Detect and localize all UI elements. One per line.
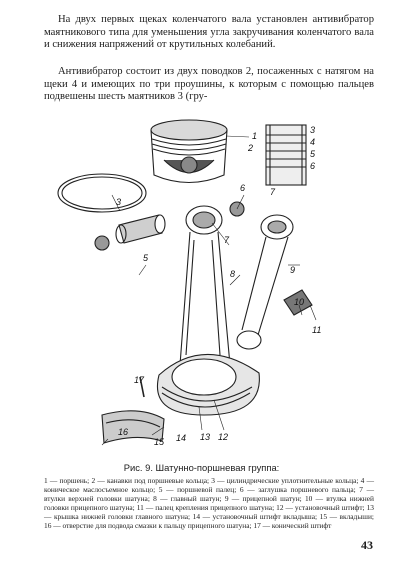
figure-legend: 1 — поршень; 2 — канавки под поршневые кольца; 3 — цилиндрические уплотнительные кольца; 4 — коническое маслосъемное кольцо; 5 — поршневой палец; 6 — заглушка поршневого пальца; 7 — втулки верхней головки шатуна; 8 — главный шатун; 9 — прицепной шатун; 10 — втулка нижней головки прицепного шатуна; 11 — палец крепления прицепного шатуна; 12 — установочный штифт; 13 — крышка нижней головки главного шатуна; 14 — установочный штифт вкладыша; 15 — вкладыши; 16 — отверстие для подвода смазки к пальцу прицепного шатуна; 17 — конический штифт [44,476,374,530]
figure-caption: Рис. 9. Шатунно-поршневая группа: [123,462,280,473]
page-number: 43 [361,538,373,552]
callout-7: 7 [224,235,230,245]
callout-10: 10 [294,297,305,307]
callout-11: 11 [312,325,322,335]
callout-12: 12 [218,432,229,442]
piston-pin-drawing [95,202,244,250]
callout-15: 15 [154,437,165,447]
callout-detail-7: 7 [270,187,276,197]
callout-3: 3 [116,197,122,207]
sectional-detail-drawing [266,125,306,185]
connecting-rod-piston-illustration [44,115,374,460]
body-paragraph-1: На двух первых щеках коленчатого вала установлен антивибратор маятникового типа для уменьшения угла закручивания коленчатого вала и снижения напряжений от крутильных колебаний. [44,14,374,51]
body-paragraph-2: Антивибратор состоит из двух поводков 2, посаженных с натягом на щеки 4 и имеющих по три проушины, к которым с помощью пальцев подвешены шесть маятников 3 (гру- [44,66,374,103]
callout-detail-5: 5 [310,149,316,159]
callout-16: 16 [118,427,129,437]
callout-17: 17 [134,375,145,385]
callout-9: 9 [290,265,296,275]
callout-2: 2 [248,143,254,153]
callout-5: 5 [143,253,149,263]
callout-1: 1 [252,131,258,141]
callout-6: 6 [240,183,246,193]
callout-detail-6: 6 [310,161,316,171]
piston-drawing [151,120,227,183]
articulated-connecting-rod-drawing [237,215,312,349]
callout-8: 8 [230,269,236,279]
main-connecting-rod-drawing [157,206,259,415]
piston-ring-drawing [58,174,146,212]
callout-13: 13 [200,432,211,442]
callout-detail-4: 4 [310,137,316,147]
callout-14: 14 [176,433,187,443]
callout-detail-3: 3 [310,125,316,135]
